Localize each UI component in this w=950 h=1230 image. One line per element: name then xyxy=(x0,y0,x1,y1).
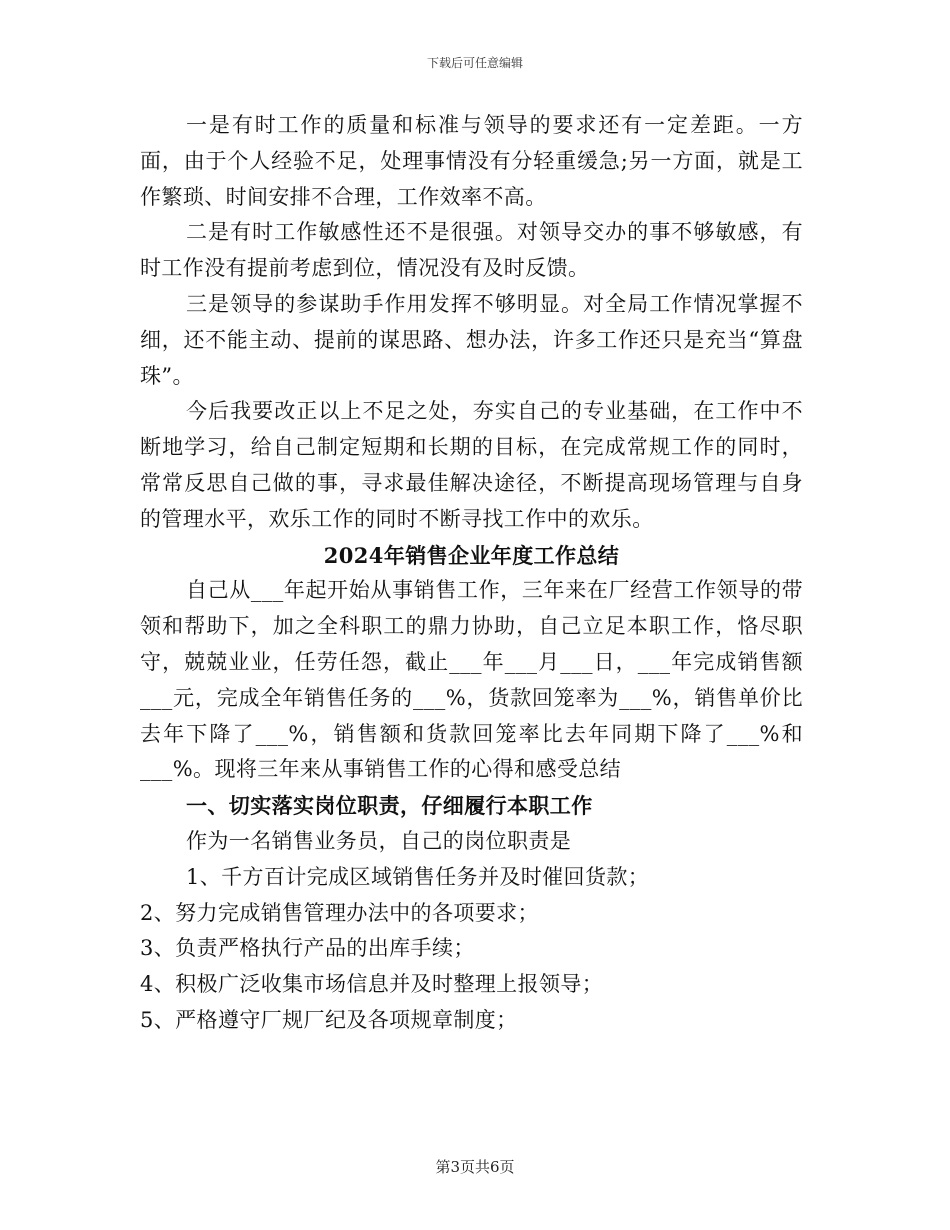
paragraph-1: 一是有时工作的质量和标准与领导的要求还有一定差距。一方面，由于个人经验不足，处理事情没有分轻重缓急;另一方面，就是工作繁琐、时间安排不合理，工作效率不高。 xyxy=(140,113,803,209)
paragraph-3: 三是领导的参谋助手作用发挥不够明显。对全局工作情况掌握不细，还不能主动、提前的谋思路、想办法，许多工作还只是充当“算盘珠”。 xyxy=(140,291,803,388)
section-heading: 一、切实落实岗位职责，仔细履行本职工作 xyxy=(186,793,593,819)
page-footer: 第3页共6页 xyxy=(435,1158,515,1176)
section-intro: 作为一名销售业务员，自己的岗位职责是 xyxy=(186,828,572,853)
page-header: 下载后可任意编辑 xyxy=(426,56,523,70)
duty-item-2: 2、努力完成销售管理办法中的各项要求； xyxy=(140,900,539,925)
duty-item-3: 3、负责严格执行产品的出库手续； xyxy=(140,936,475,961)
duty-item-1: 1、千方百计完成区域销售任务并及时催回货款； xyxy=(186,864,650,889)
intro-paragraph: 自己从___年起开始从事销售工作，三年来在厂经营工作领导的带领和帮助下，加之全科职工的鼎力协助，自己立足本职工作，恪尽职守，兢兢业业，任劳任怨，截止___年___月___日，___年完成销售额___元，完成全年销售任务的___%，货款回笼率为___%，销售单价比去年下降了___%，销售额和货款回笼率比去年同期下降了___%和___%。现将三年来从事销售工作的心得和感受总结 xyxy=(140,578,803,782)
duty-item-5: 5、严格遵守厂规厂纪及各项规章制度； xyxy=(140,1007,518,1032)
paragraph-2: 二是有时工作敏感性还不是很强。对领导交办的事不够敏感，有时工作没有提前考虑到位，情况没有及时反馈。 xyxy=(140,220,803,281)
document-title: 2024年销售企业年度工作总结 xyxy=(323,542,620,568)
paragraph-4: 今后我要改正以上不足之处，夯实自己的专业基础，在工作中不断地学习，给自己制定短期和长期的目标，在完成常规工作的同时，常常反思自己做的事，寻求最佳解决途径，不断提高现场管理与自身的管理水平，欢乐工作的同时不断寻找工作中的欢乐。 xyxy=(140,399,803,531)
duty-item-4: 4、积极广泛收集市场信息并及时整理上报领导； xyxy=(140,972,604,997)
document-body xyxy=(140,108,803,1039)
